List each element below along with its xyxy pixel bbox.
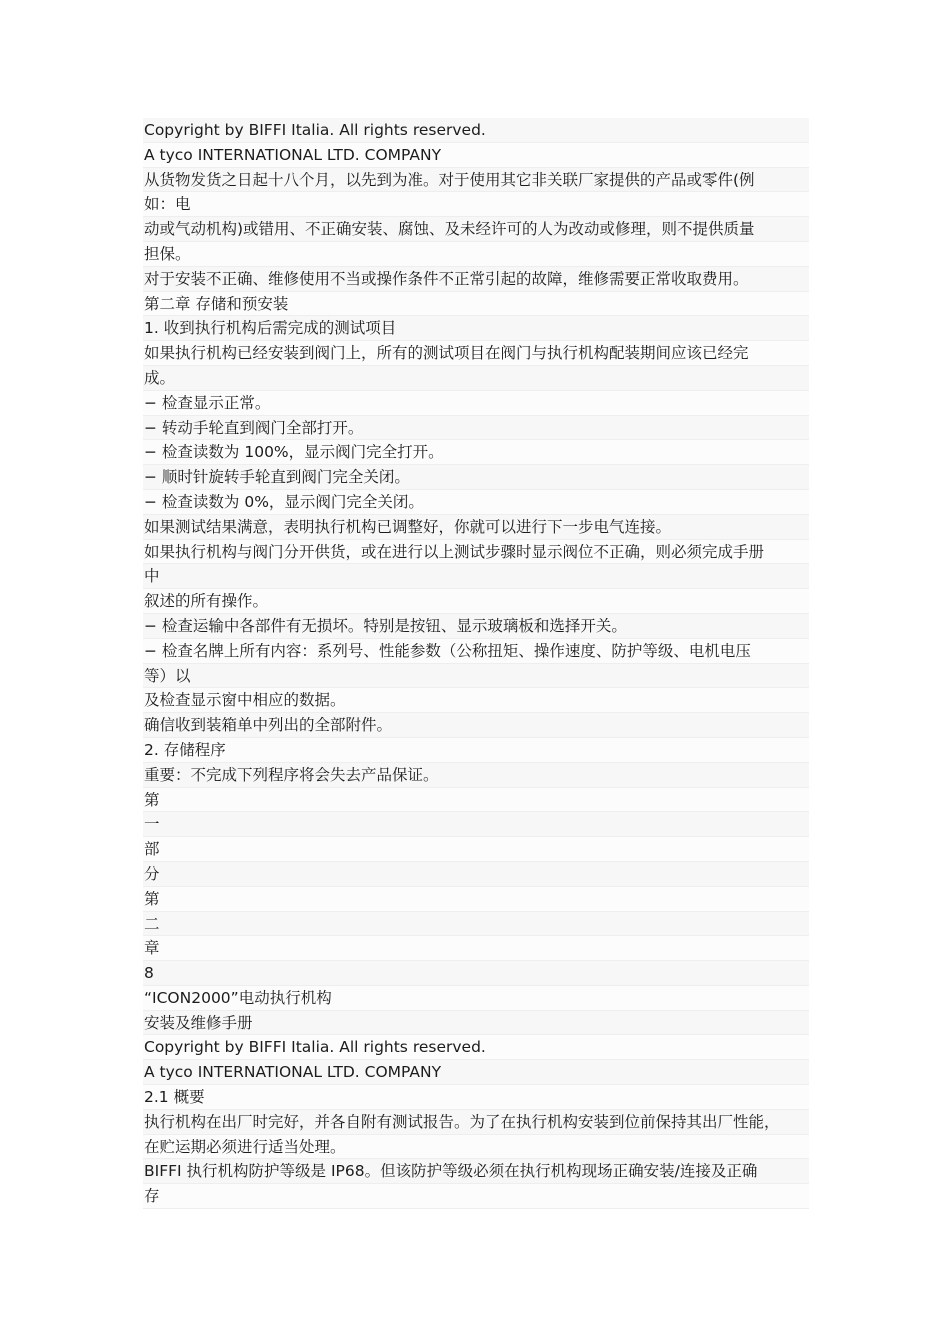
list-item: − 顺时针旋转手轮直到阀门完全关闭。 [143, 465, 809, 490]
text-line: 分 [143, 862, 809, 887]
subsection-heading: 2. 存储程序 [143, 738, 809, 763]
text-line: 动或气动机构)或错用、不正确安装、腐蚀、及未经许可的人为改动或修理，则不提供质量 [143, 217, 809, 242]
section-heading: 第二章 存储和预安装 [143, 292, 809, 317]
text-line: A tyco INTERNATIONAL LTD. COMPANY [143, 1060, 809, 1085]
text-line: 二 [143, 912, 809, 937]
subsection-heading: 2.1 概要 [143, 1085, 809, 1110]
text-line: 对于安装不正确、维修使用不当或操作条件不正常引起的故障，维修需要正常收取费用。 [143, 267, 809, 292]
text-line: 重要：不完成下列程序将会失去产品保证。 [143, 763, 809, 788]
text-line: 如果执行机构已经安装到阀门上，所有的测试项目在阀门与执行机构配装期间应该已经完 [143, 341, 809, 366]
text-line: 如果测试结果满意，表明执行机构已调整好，你就可以进行下一步电气连接。 [143, 515, 809, 540]
text-line: 成。 [143, 366, 809, 391]
text-line: 在贮运期必须进行适当处理。 [143, 1135, 809, 1160]
text-line: “ICON2000”电动执行机构 [143, 986, 809, 1011]
list-item: − 检查名牌上所有内容：系列号、性能参数（公称扭矩、操作速度、防护等级、电机电压 [143, 639, 809, 664]
text-line: 一 [143, 812, 809, 837]
text-line: A tyco INTERNATIONAL LTD. COMPANY [143, 143, 809, 168]
document-body [143, 118, 809, 1209]
text-line: 等）以 [143, 664, 809, 689]
text-line: 中 [143, 564, 809, 589]
text-line: 部 [143, 837, 809, 862]
list-item: − 检查读数为 0%，显示阀门完全关闭。 [143, 490, 809, 515]
text-line: 如果执行机构与阀门分开供货，或在进行以上测试步骤时显示阀位不正确，则必须完成手册 [143, 540, 809, 565]
text-line: 担保。 [143, 242, 809, 267]
subsection-heading: 1. 收到执行机构后需完成的测试项目 [143, 316, 809, 341]
text-line: 如：电 [143, 192, 809, 217]
list-item: − 检查运输中各部件有无损坏。特别是按钮、显示玻璃板和选择开关。 [143, 614, 809, 639]
text-line: 执行机构在出厂时完好，并各自附有测试报告。为了在执行机构安装到位前保持其出厂性能， [143, 1110, 809, 1135]
text-line: 安装及维修手册 [143, 1011, 809, 1036]
list-item: − 检查读数为 100%，显示阀门完全打开。 [143, 440, 809, 465]
text-line: Copyright by BIFFI Italia. All rights reserved. [143, 1035, 809, 1060]
text-line: BIFFI 执行机构防护等级是 IP68。但该防护等级必须在执行机构现场正确安装/连接及正确 [143, 1159, 809, 1184]
page-number: 8 [143, 961, 809, 986]
list-item: − 转动手轮直到阀门全部打开。 [143, 416, 809, 441]
text-line: 叙述的所有操作。 [143, 589, 809, 614]
text-line: 章 [143, 936, 809, 961]
text-line: Copyright by BIFFI Italia. All rights reserved. [143, 118, 809, 143]
text-line: 及检查显示窗中相应的数据。 [143, 688, 809, 713]
list-item: − 检查显示正常。 [143, 391, 809, 416]
text-line: 第 [143, 788, 809, 813]
text-line: 从货物发货之日起十八个月，以先到为准。对于使用其它非关联厂家提供的产品或零件(例 [143, 168, 809, 193]
text-line: 确信收到装箱单中列出的全部附件。 [143, 713, 809, 738]
text-line: 存 [143, 1184, 809, 1209]
text-line: 第 [143, 887, 809, 912]
